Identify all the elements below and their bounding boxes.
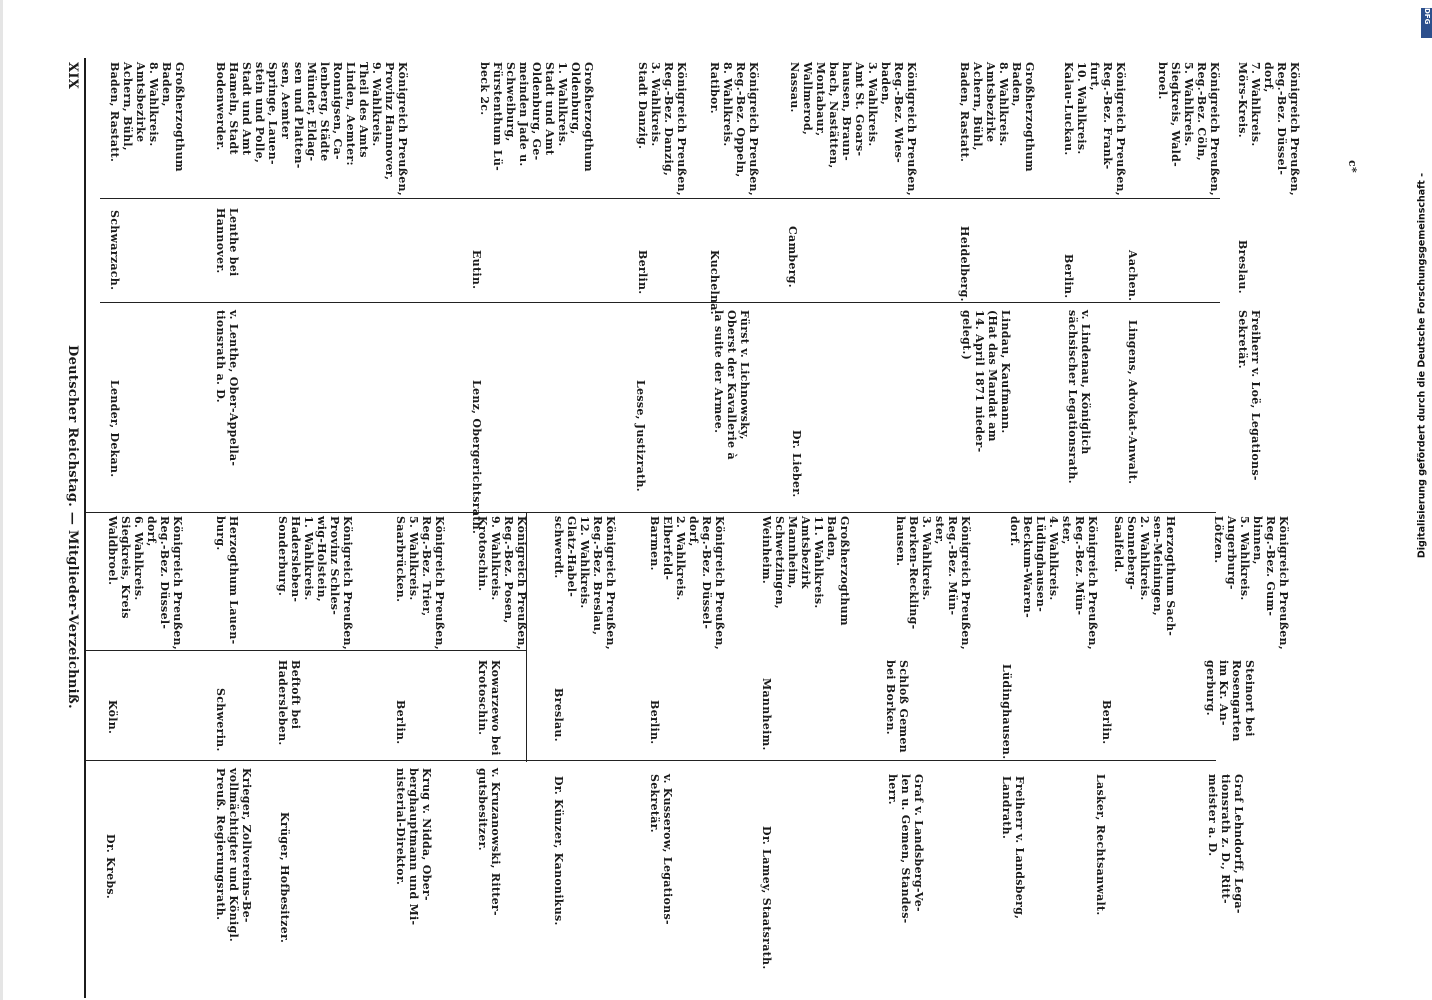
right-district-4: Königreich Preußen, Reg.-Bez. Danzig, 3. Wahlkreis. Stadt Danzig. bbox=[636, 62, 688, 196]
right-district-5: Königreich Preußen, Reg.-Bez. Oppeln, 8. Wahlkreis. Ratibor. bbox=[708, 62, 760, 196]
left-name-10: Freiherr v. Landsberg, Landrath. bbox=[1000, 776, 1026, 920]
right-name-8: v. Lindenau, Königlich sächsischer Legationsrath. bbox=[1066, 310, 1092, 484]
column-separator-1 bbox=[86, 760, 1216, 761]
left-district-2: Herzogthum Lauen- burg. bbox=[214, 516, 240, 645]
dfg-logo bbox=[1421, 8, 1432, 38]
left-name-5: v. Kruzanowski, Ritter- gutsbesitzer. bbox=[476, 768, 502, 916]
left-district-1: Königreich Preußen, Reg.-Bez. Düssel- dorf, 6. Wahlkreis. Siegkreis, Kreis Waldbroel. bbox=[106, 516, 184, 650]
right-place-6: Camberg. bbox=[786, 226, 799, 288]
table-rule-top bbox=[84, 58, 86, 998]
page-number: XIX bbox=[65, 62, 80, 90]
right-district-10: Königreich Preußen, Reg.-Bez. Düssel- dorf, 7. Wahlkreis. Mörs-Kreis. bbox=[1236, 62, 1301, 196]
left-district-12: Königreich Preußen, Reg.-Bez. Gum- binnen, 5. Wahlkreis. Angerburg- Lötzen. bbox=[1212, 516, 1290, 650]
dfg-logo-label: DFG bbox=[1423, 8, 1431, 25]
right-place-7: Heidelberg. bbox=[958, 226, 971, 302]
column-separator-5 bbox=[100, 198, 1220, 199]
left-place-1: Köln. bbox=[106, 700, 119, 735]
right-place-9: Aachen. bbox=[1126, 250, 1139, 302]
right-name-4: Lesse, Justizrath. bbox=[634, 380, 647, 492]
right-name-2: v. Lenthe, Ober-Appella- tionsrath a. D. bbox=[214, 310, 240, 467]
signature-mark: c* bbox=[1346, 160, 1359, 174]
right-name-9: Lingens, Advokat-Anwalt. bbox=[1126, 320, 1139, 485]
left-place-6: Breslau. bbox=[552, 688, 565, 742]
left-name-8: Dr. Lamey, Staatsrath. bbox=[760, 826, 773, 970]
left-place-8: Mannheim. bbox=[760, 678, 773, 751]
left-district-7: Königreich Preußen, Reg.-Bez. Düssel- dorf, 2. Wahlkreis. Elberfeld- Barmen. bbox=[648, 516, 726, 650]
left-place-7: Berlin. bbox=[648, 700, 661, 745]
left-district-4: Königreich Preußen, Reg.-Bez. Trier, 5. Wahlkreis. Saarbrücken. bbox=[394, 516, 446, 650]
right-name-10: Freiherr v. Loë, Legations- Sekretär. bbox=[1236, 310, 1262, 481]
left-name-7: v. Kusserow, Legations- Sekretär. bbox=[648, 774, 674, 925]
right-place-3: Eutin. bbox=[470, 250, 483, 290]
column-separator-2 bbox=[86, 650, 526, 651]
left-place-12: Steinort bei Rosengarten im Kr. An- gerburg. bbox=[1204, 660, 1256, 742]
right-district-2: Königreich Preußen, Provinz Hannover, 9. Wahlkreis. Theil des Amts Linden, Aemter: Ronnigsen, Ca- lenberg, Städte Münder, Eldag- sen und Platten- sen, Aemter Springe, Lauen- stein und Polle, Stadt und Amt Hameln, Stadt Bodenwerder. bbox=[214, 62, 409, 196]
page-header: Deutscher Reichstag. — Mitglieder-Verzeichniß. bbox=[65, 345, 80, 709]
digitization-credit: Digitalisierung gefördert durch die Deutsche Forschungsgemeinschaft - bbox=[1416, 172, 1428, 559]
right-name-1: Lender, Dekan. bbox=[108, 380, 121, 478]
left-place-4: Berlin. bbox=[394, 700, 407, 745]
left-district-5: Königreich Preußen, Reg.-Bez. Posen, 9. Wahlkreis. Krotoschin. bbox=[476, 516, 528, 650]
right-name-7: Lindau, Kaufmann. (Hat das Mandat am 14. April 1871 nieder- gelegt.) bbox=[960, 310, 1012, 453]
left-name-1: Dr. Krebs. bbox=[104, 834, 117, 900]
left-place-3: Beftoft bei Hadersleben. bbox=[276, 660, 302, 746]
right-district-1: Großherzogthum Baden, 8. Wahlkreis. Amtsbezirke Achern, Bühl, Baden, Rastatt. bbox=[108, 62, 186, 172]
right-district-7: Großherzogthum Baden, 8. Wahlkreis. Amtsbezirke Achern, Bühl, Baden, Rastatt. bbox=[958, 62, 1036, 172]
right-place-2: Lenthe bei Hannover. bbox=[214, 208, 240, 277]
left-district-11: Herzogthum Sach- sen-Meiningen, 2. Wahlkreis. Sonneberg- Saalfeld. bbox=[1112, 516, 1177, 637]
left-name-6: Dr. Künzer, Kanonikus. bbox=[552, 776, 565, 926]
right-district-8: Königreich Preußen, Reg.-Bez. Frank- furt, 10. Wahlkreis. Kalau-Luckau. bbox=[1062, 62, 1127, 196]
column-separator-3 bbox=[86, 512, 1216, 513]
right-district-9: Königreich Preußen, Reg.-Bez. Cöln, 5. Wahlkreis. Siegkreis, Wald- broel. bbox=[1156, 62, 1221, 196]
left-district-6: Königreich Preußen, Reg.-Bez. Breslau, 12. Wahlkreis. Glatz-Habel- schwerdt. bbox=[552, 516, 617, 650]
scan-edge bbox=[0, 0, 3, 1000]
left-district-9: Königreich Preußen, Reg.-Bez. Mün- ster, 3. Wahlkreis. Borken-Reckling- hausen. bbox=[894, 516, 972, 650]
column-separator-4 bbox=[100, 302, 1220, 303]
left-name-9: Graf v. Landsberg-Ve- len u. Gemen, Standes- herr. bbox=[886, 774, 925, 924]
left-place-10: Lüdinghausen. bbox=[1000, 664, 1013, 760]
right-name-5: Fürst v. Lichnowsky, Oberst der Kavallerie à la suite der Armee. bbox=[712, 310, 751, 460]
left-name-2: Krieger, Zollvereins-Be- vollmächtigter und Königl. Preuß. Regierungsrath. bbox=[214, 768, 253, 943]
left-name-11: Lasker, Rechtsanwalt. bbox=[1094, 774, 1107, 916]
right-place-4: Berlin. bbox=[636, 250, 649, 295]
left-place-9: Schloß Gemen bei Borken. bbox=[884, 660, 910, 753]
right-name-6: Dr. Lieber. bbox=[790, 430, 803, 498]
right-place-5: Kuchelna. bbox=[708, 250, 721, 315]
right-district-6: Königreich Preußen, Reg.-Bez. Wies- baden, 3. Wahlkreis. Amt St. Goars- hausen, Braun- bach, Nastätten, Montabaur, Wallmerod, Nassau. bbox=[788, 62, 918, 196]
right-district-3: Großherzogthum Oldenburg, 1. Wahlkreis. Stadt und Amt Oldenburg, Ge- meinden Jade u. Schweiburg, Fürstenthum Lü- beck 2c. bbox=[478, 62, 595, 172]
right-name-3: Lenz, Obergerichtsrath. bbox=[470, 380, 483, 535]
left-district-10: Königreich Preußen, Reg.-Bez. Mün- ster, 4. Wahlkreis. Lüdinghausen- Beckum-Waren- dorf. bbox=[1008, 516, 1099, 650]
left-name-4: Krug v. Nidda, Ober- berghauptmann und Mi- nisterial-Direktor. bbox=[394, 768, 433, 926]
right-place-1: Schwarzach. bbox=[108, 210, 121, 291]
left-place-11: Berlin. bbox=[1100, 700, 1113, 745]
left-place-5: Kowarzewo bei Krotoschin. bbox=[476, 660, 502, 756]
right-place-8: Berlin. bbox=[1062, 254, 1075, 299]
left-place-2: Schwerin. bbox=[214, 688, 227, 752]
left-district-8: Großherzogthum Baden, 11. Wahlkreis. Amtsbezirk Mannheim, Schwetzingen, Weinheim. bbox=[760, 516, 851, 626]
left-name-3: Krüger, Hofbesitzer. bbox=[278, 812, 291, 944]
left-district-3: Königreich Preußen, Provinz Schles- wig-Holstein, 1. Wahlkreis. Hadersleben- Sonderburg. bbox=[276, 516, 354, 650]
left-name-12: Graf Lehndorff, Lega- tionsrath z. D., Ritt- meister a. D. bbox=[1206, 774, 1245, 914]
right-place-10: Breslau. bbox=[1236, 240, 1249, 294]
